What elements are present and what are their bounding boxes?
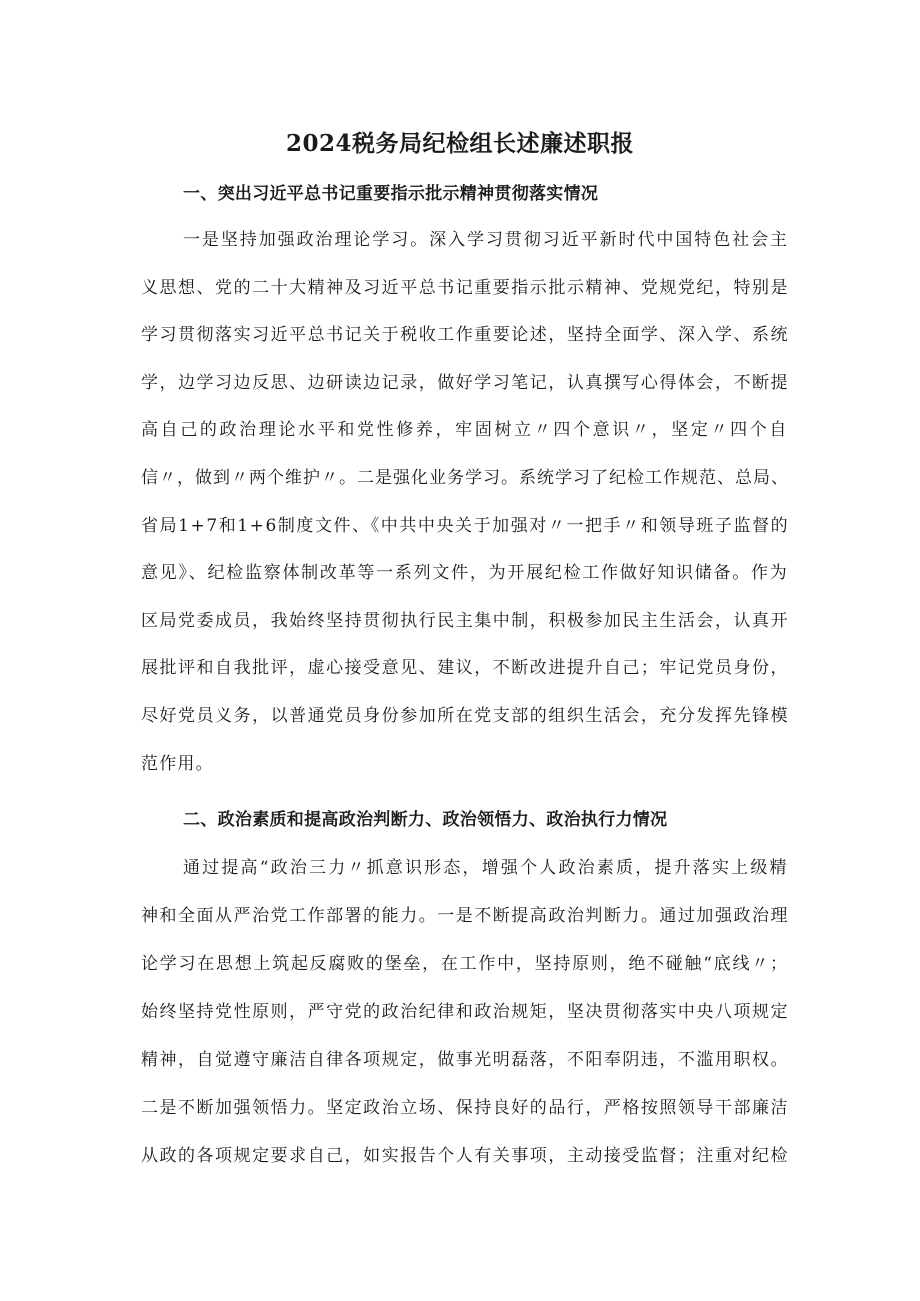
paragraph-line: 尽好党员义务，以普通党员身份参加所在党支部的组织生活会，充分发挥先锋模 <box>141 706 789 726</box>
paragraph-line: 意见》、纪检监察体制改革等一系列文件，为开展纪检工作做好知识储备。作为 <box>141 563 789 584</box>
paragraph-line: 精神，自觉遵守廉洁自律各项规定，做事光明磊落，不阳奉阴违，不滥用职权。 <box>141 1050 789 1070</box>
paragraph-line: 一是坚持加强政治理论学习。深入学习贯彻习近平新时代中国特色社会主 <box>183 230 789 250</box>
paragraph-line: 二是不断加强领悟力。坚定政治立场、保持良好的品行，严格按照领导干部廉洁 <box>141 1098 789 1118</box>
paragraph-line: 学，边学习边反思、边研读边记录，做好学习笔记，认真撰写心得体会，不断提 <box>141 372 789 393</box>
paragraph-line: 义思想、党的二十大精神及习近平总书记重要指示批示精神、党规党纪，特别是 <box>141 277 789 298</box>
paragraph-line: 区局党委成员，我始终坚持贯彻执行民主集中制，积极参加民主生活会，认真开 <box>141 610 789 631</box>
paragraph-line: 学习贯彻落实习近平总书记关于税收工作重要论述，坚持全面学、深入学、系统 <box>141 325 789 346</box>
paragraph-line: 论学习在思想上筑起反腐败的堡垒，在工作中，坚持原则，绝不碰触“底线〃； <box>141 954 789 974</box>
paragraph-line: 信〃，做到〃两个维护〃。二是强化业务学习。系统学习了纪检工作规范、总局、 <box>141 468 789 488</box>
section-2-heading: 二、政治素质和提高政治判断力、政治领悟力、政治执行力情况 <box>183 810 668 830</box>
paragraph-line: 省局1+7和1+6制度文件、《中共中央关于加强对〃一把手〃和领导班子监督的 <box>141 515 790 536</box>
paragraph-line: 通过提高“政治三力〃抓意识形态，增强个人政治素质，提升落实上级精 <box>183 858 789 878</box>
document-title: 2024税务局纪检组长述廉述职报 <box>285 130 634 157</box>
paragraph-line: 从政的各项规定要求自己，如实报告个人有关事项，主动接受监督；注重对纪检 <box>141 1146 789 1166</box>
section-1-heading: 一、突出习近平总书记重要指示批示精神贯彻落实情况 <box>183 184 599 204</box>
paragraph-line: 高自己的政治理论水平和党性修养，牢固树立〃四个意识〃，坚定〃四个自 <box>141 420 789 441</box>
paragraph-line: 始终坚持党性原则，严守党的政治纪律和政治规矩，坚决贯彻落实中央八项规定 <box>141 1002 789 1022</box>
paragraph-line: 展批评和自我批评，虚心接受意见、建议，不断改进提升自己；牢记党员身份， <box>141 658 789 679</box>
paragraph-line: 范作用。 <box>141 753 214 774</box>
paragraph-line: 神和全面从严治党工作部署的能力。一是不断提高政治判断力。通过加强政治理 <box>141 906 789 926</box>
